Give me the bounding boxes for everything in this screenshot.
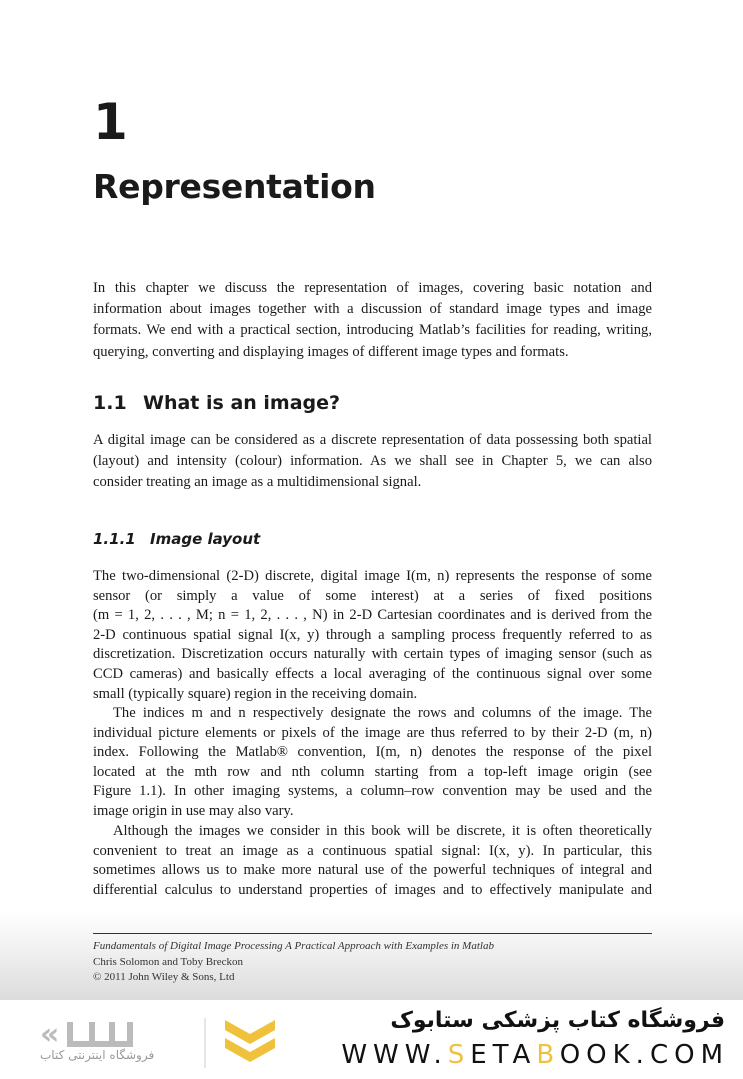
logo-tagline: فروشگاه اینترنتی کتاب: [40, 1048, 155, 1062]
text-line: Although the images we consider in this book will be discrete, it is often theoretically: [113, 823, 652, 839]
text-line: image origin in use may also vary.: [93, 802, 294, 819]
section-title: What is an image?: [143, 392, 341, 414]
section-paragraph: [93, 430, 652, 494]
text-line: information about images together with a discussion of standard image types and image: [93, 301, 652, 318]
url-part: ETA: [470, 1040, 537, 1070]
subsection-title: Image layout: [150, 530, 261, 548]
text-line: small (typically square) region in the receiving domain.: [93, 685, 418, 702]
url-part: OOK.COM: [559, 1040, 729, 1070]
svg-text:«: «: [40, 1017, 60, 1052]
chapter-title: Representation: [93, 167, 376, 206]
footer-authors: Chris Solomon and Toby Breckon: [93, 956, 243, 968]
url-accent: S: [447, 1040, 471, 1070]
text-line: sometimes allows us to make more natural use of the powerful techniques of integral and: [93, 862, 652, 879]
subsection-number: 1.1.1: [93, 530, 136, 548]
text-line: The indices m and n respectively designate the rows and columns of the image. The: [113, 705, 652, 721]
text-line: querying, converting and displaying images of different image types and formats.: [93, 343, 569, 360]
setabook-logo-icon: [30, 1010, 290, 1072]
body-paragraph-3: [93, 822, 652, 900]
footer-rule: [93, 933, 652, 934]
chapter-number: 1: [93, 93, 128, 151]
text-line: 2-D continuous spatial signal I(x, y) through a sampling process frequently referred to as: [93, 626, 652, 643]
text-line: CCD cameras) and basically effects a local averaging of the continuous signal over some: [93, 665, 652, 682]
text-line: located at the mth row and nth column starting from a top-left image origin (see: [93, 763, 652, 780]
section-heading: [93, 390, 340, 416]
intro-paragraph: [93, 278, 652, 363]
text-line: discretization. Discretization occurs naturally with certain types of imaging sensor (such as: [93, 646, 652, 663]
text-line: convenient to treat an image as a continuous spatial signal: I(x, y). In particular, this: [93, 842, 652, 859]
store-url: [341, 1040, 729, 1070]
section-number: 1.1: [93, 392, 127, 414]
text-line: individual picture elements or pixels of the image are thus referred to by their 2-D (m, n): [93, 724, 652, 741]
text-line: Figure 1.1). In other imaging systems, a column–row convention may be used and the: [93, 783, 652, 800]
text-line: sensor (or simply a value of some interest) at a series of fixed positions: [93, 587, 652, 604]
footer-book-title: Fundamentals of Digital Image Processing A Practical Approach with Examples in Matlab: [93, 940, 494, 952]
store-name: فروشگاه کتاب پزشکی ستابوک: [390, 1008, 725, 1033]
text-line: consider treating an image as a multidimensional signal.: [93, 474, 422, 491]
url-accent: B: [536, 1040, 560, 1070]
text-line: The two-dimensional (2-D) discrete, digital image I(m, n) represents the response of some: [93, 568, 652, 584]
text-line: (layout) and intensity (colour) information. As we shall see in Chapter 5, we can also: [93, 453, 652, 470]
url-part: WWW.: [341, 1040, 448, 1070]
text-line: differential calculus to understand properties of images and to effectively manipulate and: [93, 881, 652, 898]
text-line: In this chapter we discuss the representation of images, covering basic notation and: [93, 280, 652, 296]
text-line: index. Following the Matlab® convention, I(m, n) denotes the response of the pixel: [93, 744, 652, 761]
text-line: A digital image can be considered as a discrete representation of data possessing both spatial: [93, 432, 652, 448]
text-line: (m = 1, 2, . . . , M; n = 1, 2, . . . , N) in 2-D Cartesian coordinates and is derived from the: [93, 607, 652, 624]
body-paragraph-2: [93, 704, 652, 822]
footer-copyright: © 2011 John Wiley & Sons, Ltd: [93, 971, 235, 983]
text-line: formats. We end with a practical section, introducing Matlab’s facilities for reading, writing,: [93, 322, 652, 339]
subsection-heading: [93, 528, 260, 550]
body-paragraph-1: [93, 567, 652, 704]
